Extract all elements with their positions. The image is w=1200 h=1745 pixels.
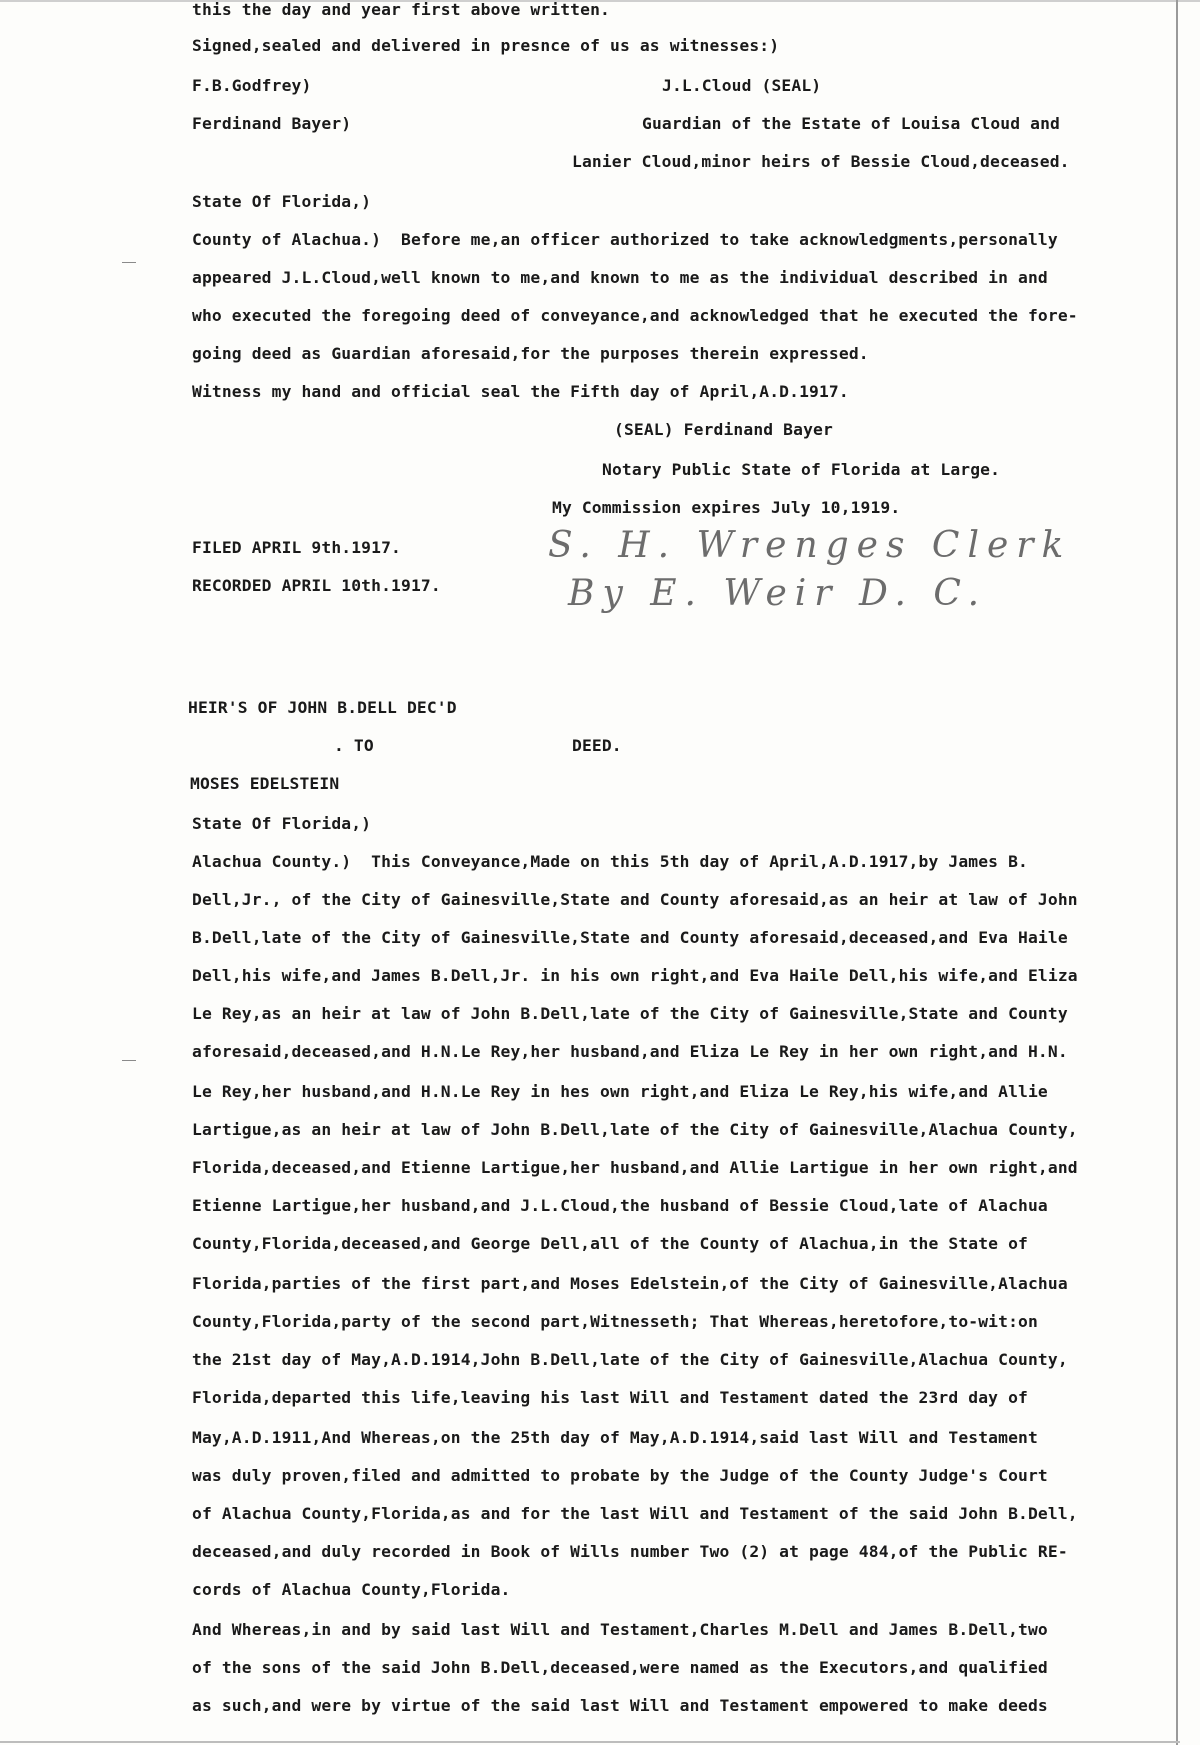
filed-date: FILED APRIL 9th.1917.	[192, 538, 401, 557]
text-line: Signed,sealed and delivered in presnce of us as witnesses:)	[192, 36, 780, 55]
text-line: May,A.D.1911,And Whereas,on the 25th day of May,A.D.1914,said last Will and Testament	[192, 1428, 1038, 1447]
deputy-signature: By E. Weir D. C.	[568, 573, 988, 614]
text-line: deceased,and duly recorded in Book of Wills number Two (2) at page 484,of the Public RE-	[192, 1542, 1068, 1561]
text-line: this the day and year first above written.	[192, 0, 610, 19]
text-line: County,Florida,party of the second part,Witnesseth; That Whereas,heretofore,to-wit:on	[192, 1312, 1038, 1331]
text-line: Notary Public State of Florida at Large.	[602, 460, 1001, 479]
text-line: County,Florida,deceased,and George Dell,all of the County of Alachua,in the State of	[192, 1234, 1028, 1253]
text-line: of the sons of the said John B.Dell,deceased,were named as the Executors,and qualified	[192, 1658, 1048, 1677]
notary-name: (SEAL) Ferdinand Bayer	[614, 420, 833, 439]
text-line: Florida,parties of the first part,and Moses Edelstein,of the City of Gainesville,Alachua	[192, 1274, 1068, 1293]
text-line: Alachua County.) This Conveyance,Made on this 5th day of April,A.D.1917,by James B.	[192, 852, 1028, 871]
deed-grantee-heading: MOSES EDELSTEIN	[190, 774, 340, 793]
venue-state: State Of Florida,)	[192, 814, 372, 833]
text-line: was duly proven,filed and admitted to probate by the Judge of the County Judge's Court	[192, 1466, 1048, 1485]
text-line: who executed the foregoing deed of conveyance,and acknowledged that he executed the fore-	[192, 306, 1078, 325]
margin-mark	[122, 1060, 136, 1061]
scan-bottom-edge	[0, 1741, 1180, 1743]
text-line: Etienne Lartigue,her husband,and J.L.Cloud,the husband of Bessie Cloud,late of Alachua	[192, 1196, 1048, 1215]
text-line: aforesaid,deceased,and H.N.Le Rey,her husband,and Eliza Le Rey in her own right,and H.N.	[192, 1042, 1068, 1061]
margin-mark	[122, 262, 136, 263]
text-line: Florida,deceased,and Etienne Lartigue,her husband,and Allie Lartigue in her own right,and	[192, 1158, 1078, 1177]
text-line: Florida,departed this life,leaving his last Will and Testament dated the 23rd day of	[192, 1388, 1028, 1407]
text-line: cords of Alachua County,Florida.	[192, 1580, 511, 1599]
witness-name: Ferdinand Bayer)	[192, 114, 352, 133]
clerk-signature: S. H. Wrenges Clerk	[548, 525, 1072, 566]
text-line: County of Alachua.) Before me,an officer authorized to take acknowledgments,personally	[192, 230, 1058, 249]
text-line: Dell,Jr., of the City of Gainesville,State and County aforesaid,as an heir at law of John	[192, 890, 1078, 909]
text-line: Lartigue,as an heir at law of John B.Dell,late of the City of Gainesville,Alachua County,	[192, 1120, 1078, 1139]
deed-type-label: DEED.	[572, 736, 622, 755]
text-line: Guardian of the Estate of Louisa Cloud and	[642, 114, 1060, 133]
text-line: Witness my hand and official seal the Fifth day of April,A.D.1917.	[192, 382, 849, 401]
text-line: the 21st day of May,A.D.1914,John B.Dell,late of the City of Gainesville,Alachua County,	[192, 1350, 1068, 1369]
witness-name: F.B.Godfrey)	[192, 76, 312, 95]
text-line: My Commission expires July 10,1919.	[552, 498, 901, 517]
text-line: Le Rey,as an heir at law of John B.Dell,late of the City of Gainesville,State and County	[192, 1004, 1068, 1023]
deed-grantor-heading: HEIR'S OF JOHN B.DELL DEC'D	[188, 698, 457, 717]
text-line: And Whereas,in and by said last Will and Testament,Charles M.Dell and James B.Dell,two	[192, 1620, 1048, 1639]
scan-right-edge	[1176, 0, 1178, 1745]
text-line: as such,and were by virtue of the said last Will and Testament empowered to make deeds	[192, 1696, 1048, 1715]
text-line: B.Dell,late of the City of Gainesville,State and County aforesaid,deceased,and Eva Haile	[192, 928, 1068, 947]
recorded-date: RECORDED APRIL 10th.1917.	[192, 576, 441, 595]
venue-state: State Of Florida,)	[192, 192, 372, 211]
text-line: appeared J.L.Cloud,well known to me,and known to me as the individual described in and	[192, 268, 1048, 287]
deed-to-label: . TO	[334, 736, 374, 755]
text-line: Lanier Cloud,minor heirs of Bessie Cloud,deceased.	[572, 152, 1070, 171]
text-line: of Alachua County,Florida,as and for the last Will and Testament of the said John B.Dell,	[192, 1504, 1078, 1523]
text-line: Le Rey,her husband,and H.N.Le Rey in hes own right,and Eliza Le Rey,his wife,and Allie	[192, 1082, 1048, 1101]
text-line: Dell,his wife,and James B.Dell,Jr. in his own right,and Eva Haile Dell,his wife,and Eliza	[192, 966, 1078, 985]
signer-name: J.L.Cloud (SEAL)	[662, 76, 822, 95]
text-line: going deed as Guardian aforesaid,for the purposes therein expressed.	[192, 344, 869, 363]
